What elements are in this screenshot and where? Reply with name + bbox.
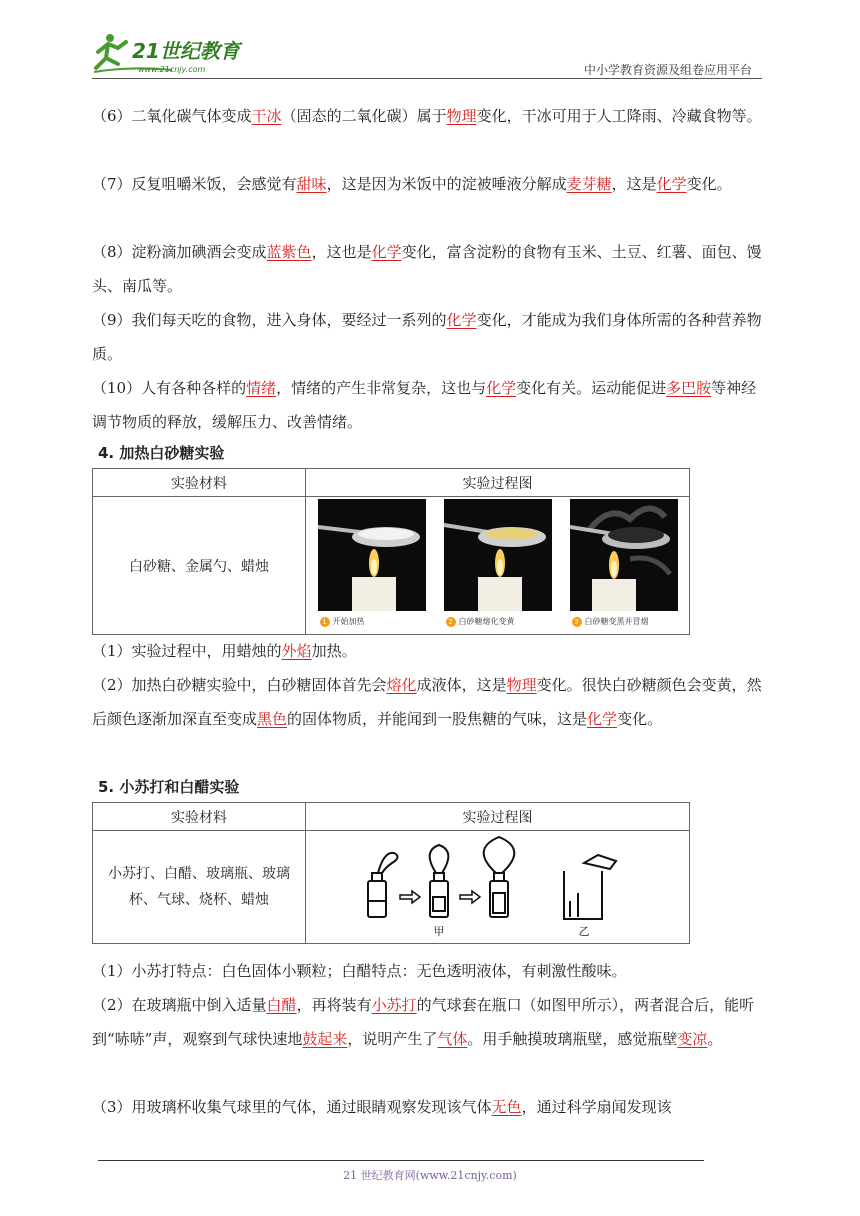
q5-1: （1）小苏打特点：白色固体小颗粒；白醋特点：无色透明液体，有刺激性酸味。 bbox=[92, 962, 627, 980]
materials-cell: 白砂糖、金属勺、蜡烛 bbox=[93, 497, 306, 635]
q4-2: （2）加热白砂糖实验中，白砂糖固体首先会熔化成液体，这是物理变化。很快白砂糖颜色会变黄，然后颜色逐渐加深直至变成黑色的固体物质，并能闻到一股焦糖的气味，这是化学变化。 bbox=[92, 676, 762, 728]
caption-1: 1 开始加热 bbox=[320, 616, 365, 627]
sugar-experiment-table bbox=[92, 468, 690, 635]
process-image-cell bbox=[306, 497, 690, 635]
para-9: （9）我们每天吃的食物，进入身体，要经过一系列的化学变化，才能成为我们身体所需的各种营养物质。 bbox=[92, 311, 762, 363]
page-header bbox=[92, 28, 762, 80]
table-header-process: 实验过程图 bbox=[306, 469, 690, 497]
section-5-heading: 5. 小苏打和白醋实验 bbox=[98, 778, 240, 796]
q4-1: （1）实验过程中，用蜡烛的外焰加热。 bbox=[92, 642, 357, 660]
table-header-materials: 实验材料 bbox=[93, 469, 306, 497]
para-8: （8）淀粉滴加碘酒会变成蓝紫色，这也是化学变化，富含淀粉的食物有玉米、土豆、红薯、面包、馒头、南瓜等。 bbox=[92, 243, 762, 295]
footer-divider bbox=[98, 1160, 704, 1161]
table-header-process: 实验过程图 bbox=[306, 803, 690, 831]
q5-2: （2）在玻璃瓶中倒入适量白醋，再将装有小苏打的气球套在瓶口（如图甲所示），两者混合后，能听到“哧哧”声，观察到气球快速地鼓起来，说明产生了气体。用手触摸玻璃瓶壁，感觉瓶壁变凉。 bbox=[92, 996, 755, 1048]
para-7: （7）反复咀嚼米饭，会感觉有甜味，这是因为米饭中的淀被唾液分解成麦芽糖，这是化学变化。 bbox=[92, 175, 732, 193]
footer-text: 21 世纪教育网(www.21cnjy.com) bbox=[343, 1169, 517, 1182]
photo-start-heating bbox=[318, 499, 426, 611]
header-divider bbox=[92, 78, 762, 79]
process-image-cell bbox=[306, 831, 690, 944]
materials-cell: 小苏打、白醋、玻璃瓶、玻璃杯、气球、烧杯、蜡烛 bbox=[93, 831, 306, 944]
para-6: （6）二氧化碳气体变成干冰（固态的二氧化碳）属于物理变化，干冰可用于人工降雨、冷藏食物等。 bbox=[92, 107, 762, 125]
para-10: （10）人有各种各样的情绪，情绪的产生非常复杂，这也与化学变化有关。运动能促进多巴胺等神经调节物质的释放，缓解压力、改善情绪。 bbox=[92, 379, 757, 431]
logo-21cnjy bbox=[92, 28, 272, 78]
platform-name: 中小学教育资源及组卷应用平台 bbox=[583, 63, 752, 77]
section-4-heading: 4. 加热白砂糖实验 bbox=[98, 444, 225, 462]
baking-soda-experiment-table bbox=[92, 802, 690, 944]
q5-3: （3）用玻璃杯收集气球里的气体，通过眼睛观察发现该气体无色，通过科学扇闻发现该 bbox=[92, 1098, 672, 1116]
label-jia: 甲 bbox=[433, 925, 444, 938]
sugar-photos bbox=[318, 499, 678, 633]
label-yi: 乙 bbox=[578, 925, 589, 938]
caption-3: 3 白砂糖变黑并冒烟 bbox=[572, 616, 649, 627]
table-header-materials: 实验材料 bbox=[93, 803, 306, 831]
caption-2: 2 白砂糖熔化变黄 bbox=[446, 616, 515, 627]
photo-sugar-melting bbox=[444, 499, 552, 611]
svg-text:www.21cnjy.com: www.21cnjy.com bbox=[138, 65, 206, 74]
svg-text:21世纪教育: 21世纪教育 bbox=[132, 39, 240, 63]
photo-sugar-blackening bbox=[570, 499, 678, 611]
baking-soda-diagram bbox=[348, 831, 648, 939]
